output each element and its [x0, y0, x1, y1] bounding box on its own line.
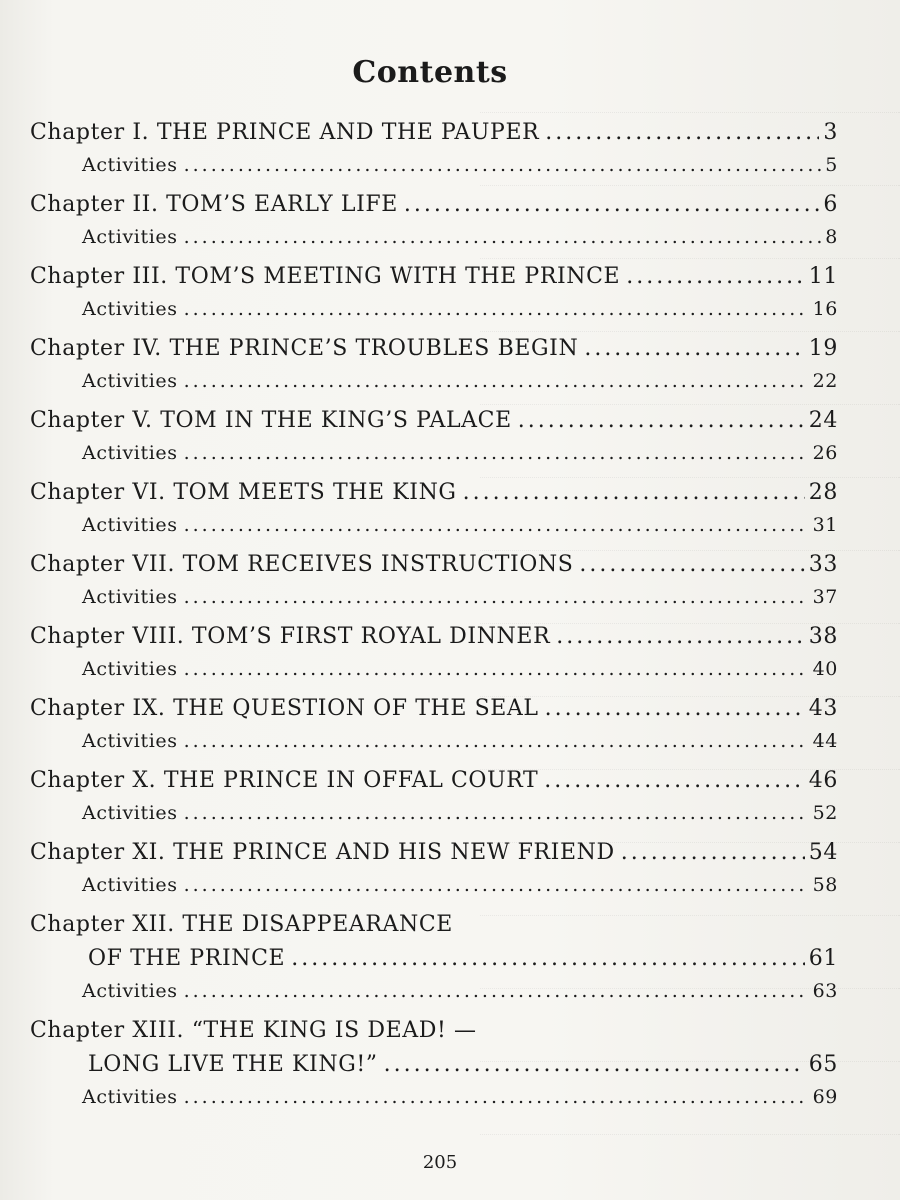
toc-entry — [30, 696, 838, 760]
chapter-heading — [30, 768, 838, 802]
chapter-heading-label: Chapter III. TOM’S MEETING WITH THE PRINCE — [30, 264, 621, 289]
activities-line-page-number: 40 — [812, 658, 838, 680]
activities-line — [30, 980, 838, 1010]
chapter-heading-label: Chapter V. TOM IN THE KING’S PALACE — [30, 408, 512, 433]
chapter-heading — [30, 336, 838, 370]
chapter-heading — [30, 192, 838, 226]
dot-leader — [184, 226, 822, 248]
chapter-heading — [30, 480, 838, 514]
chapter-heading-page-number: 54 — [808, 840, 838, 865]
dot-leader — [184, 980, 809, 1002]
activities-line-label: Activities — [82, 442, 178, 464]
dot-leader — [518, 408, 805, 433]
toc-entry — [30, 120, 838, 184]
chapter-heading-label: Chapter XII. THE DISAPPEARANCE — [30, 912, 453, 937]
activities-line-page-number: 37 — [812, 586, 838, 608]
page-title: Contents — [352, 55, 508, 90]
chapter-heading-label: Chapter VIII. TOM’S FIRST ROYAL DINNER — [30, 624, 551, 649]
chapter-heading-page-number: 6 — [823, 192, 838, 217]
toc-entry — [30, 768, 838, 832]
activities-line — [30, 298, 838, 328]
dot-leader — [184, 298, 809, 320]
chapter-heading-label: Chapter II. TOM’S EARLY LIFE — [30, 192, 398, 217]
activities-line — [30, 1086, 838, 1116]
activities-line-label: Activities — [82, 370, 178, 392]
activities-line-label: Activities — [82, 1086, 178, 1108]
activities-line — [30, 442, 838, 472]
chapter-heading-label: Chapter I. THE PRINCE AND THE PAUPER — [30, 120, 540, 145]
dot-leader — [184, 442, 809, 464]
chapter-heading — [30, 264, 838, 298]
activities-line-label: Activities — [82, 586, 178, 608]
dot-leader — [545, 120, 819, 145]
activities-line-page-number: 63 — [812, 980, 838, 1002]
chapter-heading-page-number: 24 — [808, 408, 838, 433]
dot-leader — [579, 552, 804, 577]
toc-entry — [30, 840, 838, 904]
activities-line — [30, 586, 838, 616]
dot-leader — [584, 336, 804, 361]
activities-line-page-number: 5 — [825, 154, 838, 176]
chapter-heading-label: Chapter XI. THE PRINCE AND HIS NEW FRIEND — [30, 840, 615, 865]
chapter-heading-page-number: 43 — [808, 696, 838, 721]
dot-leader — [184, 1086, 809, 1108]
toc-entry — [30, 624, 838, 688]
dot-leader — [184, 802, 809, 824]
activities-line-page-number: 52 — [812, 802, 838, 824]
chapter-heading-continued — [30, 946, 838, 980]
chapter-heading — [30, 1018, 838, 1052]
chapter-heading-continued-label: LONG LIVE THE KING!” — [88, 1052, 378, 1077]
activities-line-page-number: 26 — [812, 442, 838, 464]
activities-line-label: Activities — [82, 874, 178, 896]
toc-entry — [30, 1018, 838, 1116]
chapter-heading-continued-label: OF THE PRINCE — [88, 946, 286, 971]
dot-leader — [184, 874, 809, 896]
activities-line — [30, 730, 838, 760]
chapter-heading-continued-page-number: 61 — [808, 946, 838, 971]
dot-leader — [184, 730, 809, 752]
dot-leader — [463, 480, 805, 505]
chapter-heading-page-number: 3 — [823, 120, 838, 145]
chapter-heading — [30, 120, 838, 154]
activities-line — [30, 154, 838, 184]
activities-line-page-number: 31 — [812, 514, 838, 536]
toc-entry — [30, 264, 838, 328]
activities-line — [30, 874, 838, 904]
dot-leader — [291, 946, 805, 971]
toc-entry — [30, 192, 838, 256]
activities-line — [30, 370, 838, 400]
dot-leader — [384, 1052, 805, 1077]
activities-line-label: Activities — [82, 298, 178, 320]
chapter-heading — [30, 696, 838, 730]
activities-line — [30, 514, 838, 544]
activities-line — [30, 226, 838, 256]
chapter-heading-page-number: 46 — [808, 768, 838, 793]
activities-line-page-number: 69 — [812, 1086, 838, 1108]
chapter-heading — [30, 408, 838, 442]
dot-leader — [184, 586, 809, 608]
dot-leader — [626, 264, 805, 289]
dot-leader — [404, 192, 820, 217]
toc-entry — [30, 552, 838, 616]
toc-entry — [30, 480, 838, 544]
dot-leader — [621, 840, 805, 865]
activities-line-page-number: 16 — [812, 298, 838, 320]
activities-line-page-number: 44 — [812, 730, 838, 752]
chapter-heading-page-number: 28 — [808, 480, 838, 505]
activities-line-label: Activities — [82, 154, 178, 176]
chapter-heading-label: Chapter VII. TOM RECEIVES INSTRUCTIONS — [30, 552, 574, 577]
activities-line-page-number: 8 — [825, 226, 838, 248]
dot-leader — [184, 658, 809, 680]
chapter-heading-page-number: 38 — [808, 624, 838, 649]
dot-leader — [184, 514, 809, 536]
chapter-heading-continued-page-number: 65 — [808, 1052, 838, 1077]
dot-leader — [184, 370, 809, 392]
chapter-heading-continued — [30, 1052, 838, 1086]
toc-entry — [30, 336, 838, 400]
activities-line-label: Activities — [82, 514, 178, 536]
chapter-heading-label: Chapter IX. THE QUESTION OF THE SEAL — [30, 696, 539, 721]
activities-line — [30, 658, 838, 688]
chapter-heading-page-number: 19 — [808, 336, 838, 361]
chapter-heading-label: Chapter X. THE PRINCE IN OFFAL COURT — [30, 768, 539, 793]
activities-line — [30, 802, 838, 832]
activities-line-label: Activities — [82, 658, 178, 680]
chapter-heading-label: Chapter VI. TOM MEETS THE KING — [30, 480, 457, 505]
activities-line-label: Activities — [82, 226, 178, 248]
activities-line-label: Activities — [82, 980, 178, 1002]
table-of-contents — [30, 120, 838, 1124]
dot-leader — [184, 154, 822, 176]
dot-leader — [556, 624, 805, 649]
activities-line-label: Activities — [82, 730, 178, 752]
chapter-heading-label: Chapter IV. THE PRINCE’S TROUBLES BEGIN — [30, 336, 579, 361]
dot-leader — [544, 768, 805, 793]
toc-entry — [30, 408, 838, 472]
chapter-heading — [30, 552, 838, 586]
chapter-heading — [30, 624, 838, 658]
chapter-heading — [30, 840, 838, 874]
chapter-heading — [30, 912, 838, 946]
activities-line-page-number: 22 — [812, 370, 838, 392]
activities-line-label: Activities — [82, 802, 178, 824]
chapter-heading-label: Chapter XIII. “THE KING IS DEAD! — — [30, 1018, 477, 1043]
activities-line-page-number: 58 — [812, 874, 838, 896]
page-number: 205 — [422, 1152, 458, 1173]
chapter-heading-page-number: 11 — [808, 264, 838, 289]
toc-entry — [30, 912, 838, 1010]
chapter-heading-page-number: 33 — [808, 552, 838, 577]
dot-leader — [545, 696, 805, 721]
